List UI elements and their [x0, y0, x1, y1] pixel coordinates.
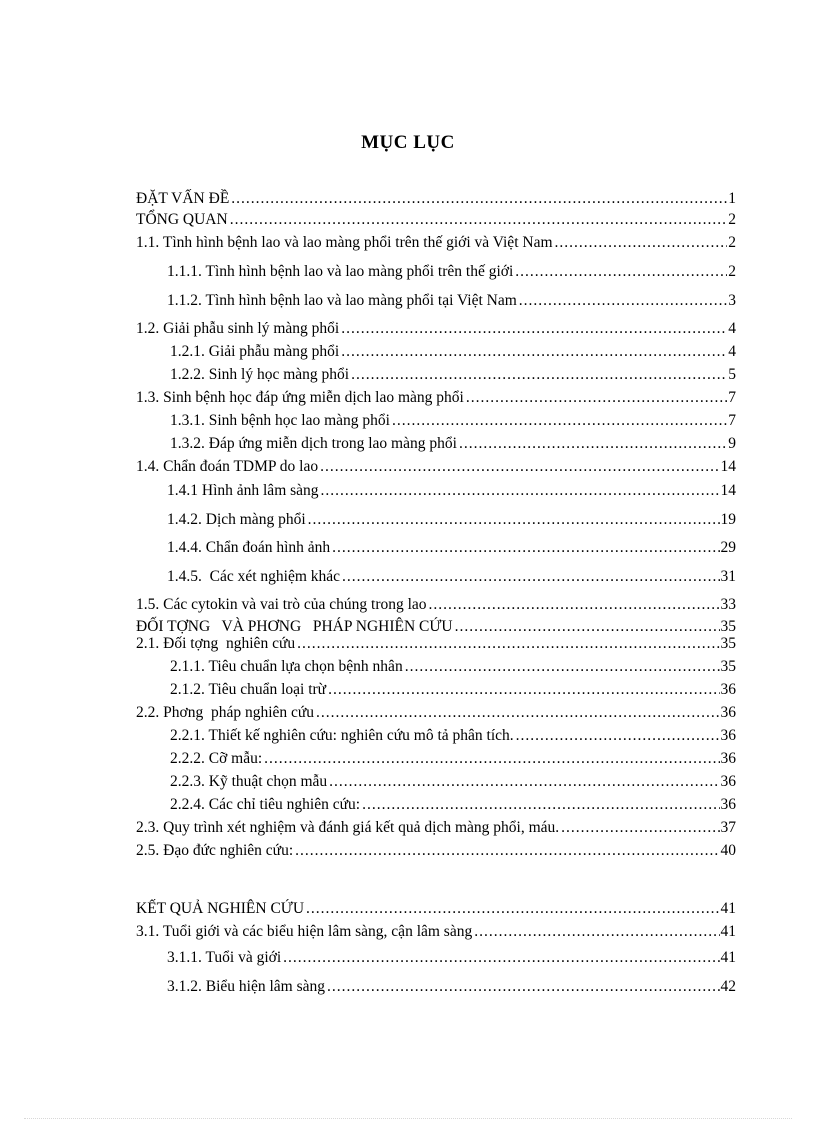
toc-entry	[170, 749, 736, 769]
toc-leader	[351, 365, 727, 385]
toc-page-number: 41	[720, 923, 736, 940]
toc-entry-label: 1.3.1. Sinh bệnh học lao màng phổi	[170, 412, 390, 429]
toc-entry-label: 1.4.5. Các xét nghiệm khác	[167, 568, 341, 585]
toc-leader	[392, 411, 727, 431]
toc-leader	[321, 481, 720, 501]
toc-entry-label: 1.3.2. Đáp ứng miễn dịch trong lao màng phổi	[170, 435, 457, 452]
toc-page-number: 36	[720, 750, 736, 767]
toc-entry-label: 2.2.2. Cỡ mẫu:	[170, 750, 263, 767]
toc-leader	[459, 434, 727, 454]
toc-page-number: 2	[728, 263, 736, 280]
toc-entry-label: 1.1. Tình hình bệnh lao và lao màng phổi trên thế giới và Việt Nam	[136, 234, 553, 251]
toc-entry-label: 3.1.2. Biểu hiện lâm sàng	[167, 978, 325, 995]
toc-entry	[167, 262, 736, 282]
toc-page-number: 42	[720, 978, 736, 995]
toc-entry	[167, 948, 736, 968]
toc-page-number: 41	[720, 900, 736, 917]
toc-entry	[167, 977, 736, 997]
toc-entry	[170, 772, 736, 792]
toc-entry	[167, 510, 736, 530]
toc-page-number: 35	[720, 635, 736, 652]
toc-entry-label: TỔNG QUAN	[136, 211, 228, 228]
toc-entry-label: 1.4. Chẩn đoán TDMP do lao	[136, 458, 319, 475]
toc-entry-label: 2.2. Phơng pháp nghiên cứu	[136, 704, 315, 721]
toc-page-number: 7	[728, 389, 736, 406]
toc-entry-label: 1.4.1 Hình ảnh lâm sàng	[167, 482, 319, 499]
toc-entry	[167, 567, 736, 587]
toc-entry-label: 2.1.1. Tiêu chuẩn lựa chọn bệnh nhân	[170, 658, 403, 675]
toc-entry	[167, 538, 736, 558]
page-title: MỤC LỤC	[361, 132, 455, 153]
toc-entry-label: 1.1.1. Tình hình bệnh lao và lao màng phổi trên thế giới	[167, 263, 514, 280]
toc-entry-label: KẾT QUẢ NGHIÊN CỨU	[136, 900, 305, 917]
toc-page-number: 3	[728, 292, 736, 309]
toc-entry-label: 1.1.2. Tình hình bệnh lao và lao màng phổi tại Việt Nam	[167, 292, 517, 309]
toc-entry-label: 2.2.3. Kỹ thuật chọn mẫu	[170, 773, 328, 790]
toc-page-number: 36	[720, 681, 736, 698]
toc-leader	[264, 749, 719, 769]
toc-page-number: 2	[728, 234, 736, 251]
toc-leader	[297, 634, 719, 654]
toc-leader	[342, 567, 719, 587]
toc-page-number: 5	[728, 366, 736, 383]
toc-page-number: 41	[720, 949, 736, 966]
toc-page-number: 2	[728, 211, 736, 228]
toc-entry-label: 1.3. Sinh bệnh học đáp ứng miễn dịch lao màng phổi	[136, 389, 464, 406]
toc-leader	[328, 680, 719, 700]
toc-leader	[362, 795, 719, 815]
toc-entry	[170, 365, 736, 385]
toc-leader	[329, 772, 719, 792]
toc-entry	[170, 434, 736, 454]
toc-entry-label: 1.4.4. Chẩn đoán hình ảnh	[167, 539, 331, 556]
toc-page-number: 31	[720, 568, 736, 585]
toc-entry	[136, 233, 736, 253]
toc-leader	[405, 657, 720, 677]
toc-leader	[327, 977, 720, 997]
toc-page-number: 36	[720, 727, 736, 744]
toc-entry	[136, 634, 736, 654]
toc-page-number: 4	[728, 320, 736, 337]
toc-entry-label: 1.4.2. Dịch màng phổi	[167, 511, 306, 528]
toc-entry	[136, 899, 736, 919]
toc-leader	[308, 510, 720, 530]
toc-entry-label: ĐẶT VẤN ĐỀ	[136, 190, 230, 207]
toc-entry	[167, 481, 736, 501]
toc-entry	[136, 841, 736, 861]
toc-leader	[555, 233, 728, 253]
toc-entry	[170, 726, 736, 746]
toc-leader	[516, 726, 720, 746]
toc-entry	[136, 818, 736, 838]
toc-entry	[136, 922, 736, 942]
page-bottom-divider	[24, 1118, 792, 1119]
toc-page-number: 9	[728, 435, 736, 452]
toc-leader	[332, 538, 719, 558]
toc-page-number: 14	[720, 482, 736, 499]
toc-leader	[429, 595, 720, 615]
toc-leader	[466, 388, 727, 408]
toc-entry-label: 2.1.2. Tiêu chuẩn loại trừ	[170, 681, 327, 698]
toc-leader	[231, 189, 727, 209]
toc-leader	[306, 899, 719, 919]
toc-leader	[561, 818, 719, 838]
toc-page-number: 35	[720, 658, 736, 675]
toc-entry-label: 2.1. Đối tợng nghiên cứu	[136, 635, 296, 652]
toc-page-number: 36	[720, 773, 736, 790]
toc-leader	[316, 703, 719, 723]
toc-leader	[230, 210, 728, 230]
toc-entry	[167, 291, 736, 311]
toc-entry	[170, 795, 736, 815]
toc-entry-label: ĐỐI TỢNG VÀ PHƠNG PHÁP NGHIÊN CỨU	[136, 618, 453, 635]
toc-entry	[136, 189, 736, 209]
toc-entry	[170, 657, 736, 677]
toc-entry-label: 1.2.2. Sinh lý học màng phổi	[170, 366, 350, 383]
toc-entry-label: 1.2.1. Giải phẫu màng phổi	[170, 343, 340, 360]
toc-page-number: 29	[720, 539, 736, 556]
toc-leader	[295, 841, 719, 861]
toc-leader	[283, 948, 719, 968]
toc-page-number: 35	[720, 618, 736, 635]
toc-entry-label: 2.5. Đạo đức nghiên cứu:	[136, 842, 294, 859]
toc-page-number: 33	[720, 596, 736, 613]
toc-entry-label: 3.1. Tuổi giới và các biểu hiện lâm sàng, cận lâm sàng	[136, 923, 473, 940]
toc-page-number: 14	[720, 458, 736, 475]
toc-entry	[136, 457, 736, 477]
toc-leader	[474, 922, 719, 942]
toc-entry-label: 1.5. Các cytokin và vai trò của chúng trong lao	[136, 596, 427, 613]
toc-leader	[515, 262, 727, 282]
toc-entry-label: 3.1.1. Tuổi và giới	[167, 949, 282, 966]
toc-entry-label: 2.2.1. Thiết kế nghiên cứu: nghiên cứu mô tả phân tích.	[170, 727, 514, 744]
toc-leader	[320, 457, 719, 477]
toc-page-number: 1	[728, 190, 736, 207]
toc-page-number: 19	[720, 511, 736, 528]
toc-entry	[136, 703, 736, 723]
toc-page-number: 36	[720, 796, 736, 813]
toc-entry	[136, 210, 736, 230]
toc-page-number: 40	[720, 842, 736, 859]
toc-page-number: 37	[720, 819, 736, 836]
toc-entry-label: 2.2.4. Các chỉ tiêu nghiên cứu:	[170, 796, 361, 813]
toc-leader	[341, 319, 727, 339]
toc-entry	[170, 411, 736, 431]
toc-entry	[136, 319, 736, 339]
toc-page-number: 36	[720, 704, 736, 721]
toc-entry-label: 1.2. Giải phẫu sinh lý màng phổi	[136, 320, 340, 337]
toc-page-number: 7	[728, 412, 736, 429]
toc-leader	[519, 291, 727, 311]
toc-page-number: 4	[728, 343, 736, 360]
toc-entry	[170, 342, 736, 362]
toc-entry-label: 2.3. Quy trình xét nghiệm và đánh giá kết quả dịch màng phổi, máu.	[136, 819, 560, 836]
toc-entry	[170, 680, 736, 700]
toc-leader	[341, 342, 727, 362]
toc-entry	[136, 595, 736, 615]
toc-entry	[136, 388, 736, 408]
